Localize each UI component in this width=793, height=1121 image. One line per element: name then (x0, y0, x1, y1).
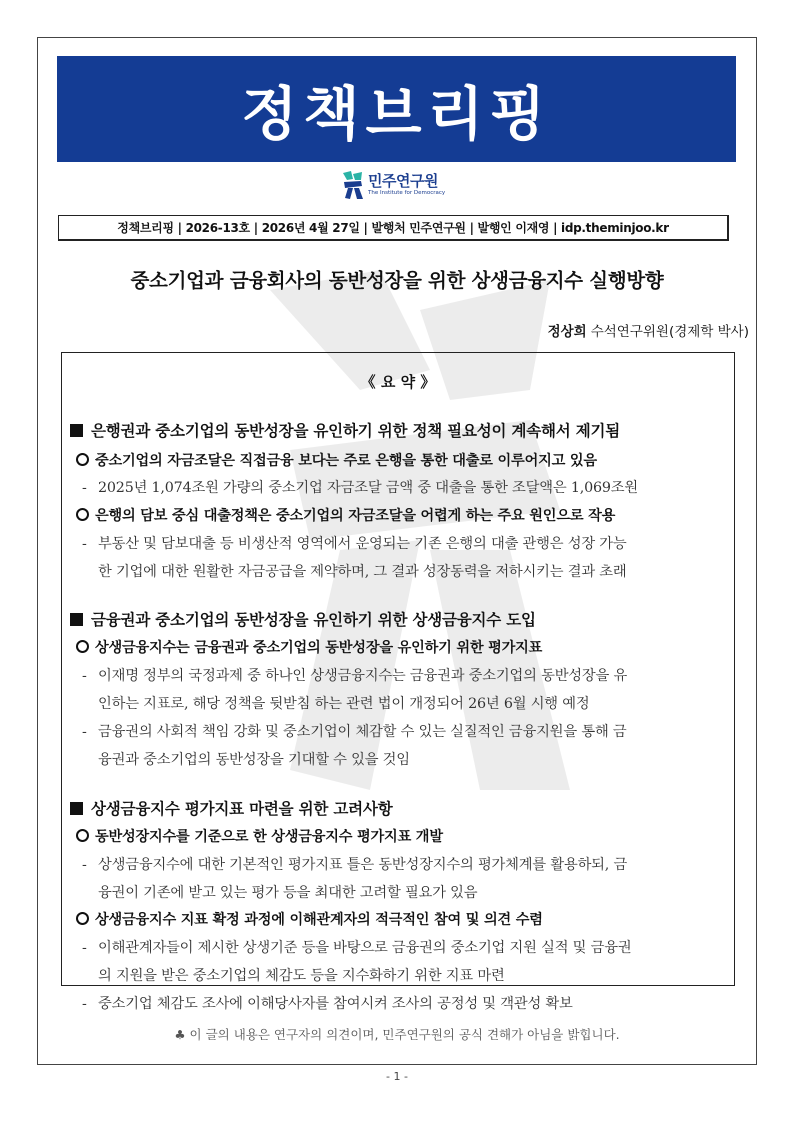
bullet-item: 동반성장지수를 기준으로 한 상생금융지수 평가지표 개발 (76, 826, 443, 846)
circle-bullet-icon (76, 453, 89, 466)
circle-bullet-icon (76, 912, 89, 925)
dash-item-continuation: 인하는 지표로, 해당 정책을 뒷받침 하는 관련 법이 개정되어 26년 6월 시행 예정 (98, 696, 590, 712)
section-heading: 금융권과 중소기업의 동반성장을 유인하기 위한 상생금융지수 도입 (70, 608, 536, 630)
section-heading: 상생금융지수 평가지표 마련을 위한 고려사항 (70, 797, 392, 819)
section-heading: 은행권과 중소기업의 동반성장을 유인하기 위한 정책 필요성이 계속해서 제기됨 (70, 419, 620, 441)
square-bullet-icon (70, 424, 83, 437)
dash-item-continuation: 의 지원을 받은 중소기업의 체감도 등을 지수화하기 위한 지표 마련 (98, 968, 505, 984)
page-number: - 1 - (386, 1070, 408, 1083)
dash-item: - 중소기업 체감도 조사에 이해당사자를 참여시켜 조사의 공정성 및 객관성 확보 (82, 996, 573, 1012)
disclaimer: ♣ 이 글의 내용은 연구자의 의견이며, 민주연구원의 공식 견해가 아님을 밝힙니다. (174, 1027, 620, 1042)
dash-item: - 금융권의 사회적 책임 강화 및 중소기업이 체감할 수 있는 실질적인 금융지원을 통해 금 (82, 724, 627, 740)
dash-item: - 부동산 및 담보대출 등 비생산적 영역에서 운영되는 기존 은행의 대출 관행은 성장 가능 (82, 536, 627, 552)
author-title: 수석연구위원(경제학 박사) (590, 324, 749, 340)
square-bullet-icon (70, 802, 83, 815)
dash-item: - 이해관계자들이 제시한 상생기준 등을 바탕으로 금융권의 중소기업 지원 실적 및 금융권 (82, 940, 632, 956)
document-title: 중소기업과 금융회사의 동반성장을 위한 상생금융지수 실행방향 (130, 269, 664, 292)
bullet-item: 상생금융지수는 금융권과 중소기업의 동반성장을 유인하기 위한 평가지표 (76, 637, 542, 657)
bullet-item: 상생금융지수 지표 확정 과정에 이해관계자의 적극적인 참여 및 의견 수렴 (76, 909, 543, 929)
bullet-item: 은행의 담보 중심 대출정책은 중소기업의 자금조달을 어렵게 하는 주요 원인으로 작용 (76, 505, 615, 525)
logo-name: 민주연구원 (368, 171, 438, 190)
circle-bullet-icon (76, 640, 89, 653)
logo-subtitle: The Institute for Democracy (368, 189, 446, 196)
bullet-item: 중소기업의 자금조달은 직접금융 보다는 주로 은행을 통한 대출로 이루어지고 있음 (76, 450, 597, 470)
institute-logo (340, 168, 445, 202)
dash-item: - 2025년 1,074조원 가량의 중소기업 자금조달 금액 중 대출을 통한 조달액은 1,069조원 (82, 480, 638, 496)
circle-bullet-icon (76, 508, 89, 521)
publication-info-bar: 정책브리핑 | 2026-13호 | 2026년 4월 27일 | 발행처 민주연구원 | 발행인 이재영 | idp.theminjoo.kr (58, 215, 729, 241)
circle-bullet-icon (76, 829, 89, 842)
author-line (548, 320, 749, 340)
dash-item-continuation: 융권과 중소기업의 동반성장을 기대할 수 있을 것임 (98, 752, 410, 768)
square-bullet-icon (70, 613, 83, 626)
dash-item-continuation: 한 기업에 대한 원활한 자금공급을 제약하며, 그 결과 성장동력을 저하시키는 결과 초래 (98, 564, 627, 580)
dash-item-continuation: 융권이 기존에 받고 있는 평가 등을 최대한 고려할 필요가 있음 (98, 885, 478, 901)
summary-box (61, 352, 735, 1012)
author-name: 정상희 (547, 324, 587, 340)
page-title-banner: 정책브리핑 (57, 56, 736, 162)
dash-item: - 이재명 정부의 국정과제 중 하나인 상생금융지수는 금융권과 중소기업의 동반성장을 유 (82, 668, 628, 684)
summary-heading: 《 요 약 》 (360, 373, 436, 391)
dash-item: - 상생금융지수에 대한 기본적인 평가지표 틀은 동반성장지수의 평가체계를 활용하되, 금 (82, 857, 628, 873)
institute-logo-icon (340, 170, 364, 200)
